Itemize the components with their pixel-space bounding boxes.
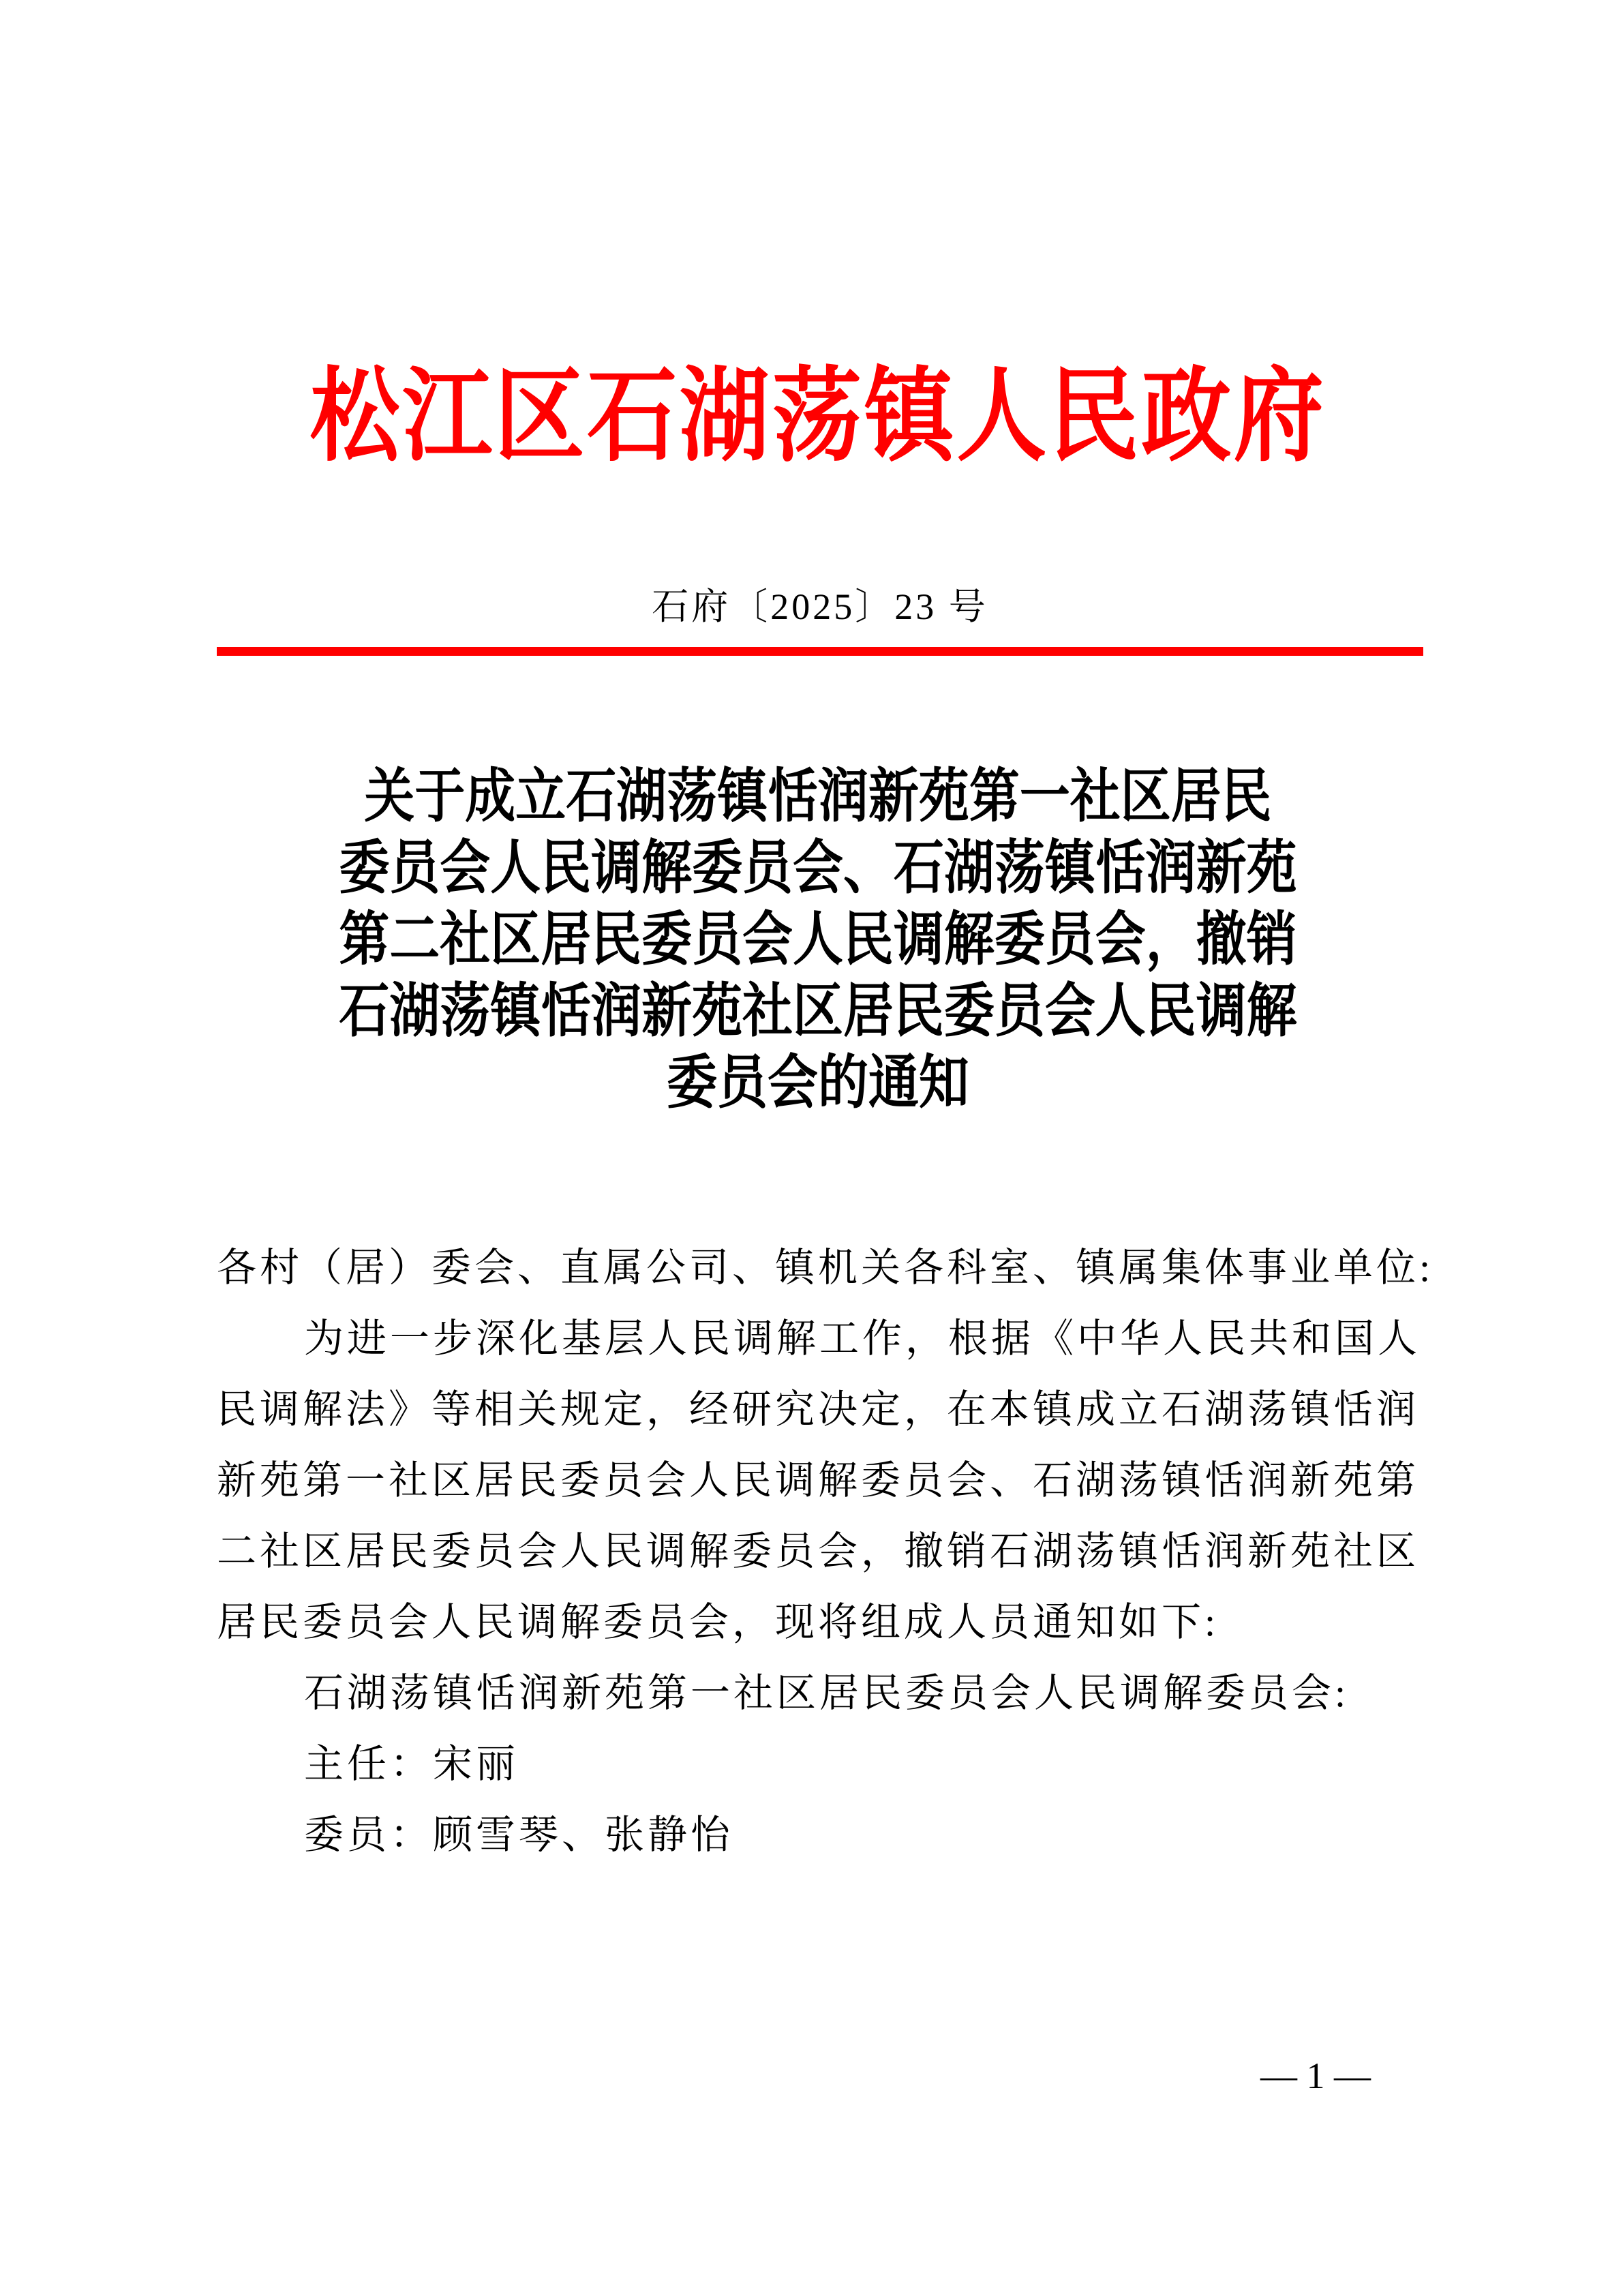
page-number: — 1 —: [1260, 2055, 1371, 2096]
notice-title: [225, 760, 1411, 1118]
notice-title-line: 委员会的通知: [667, 1048, 969, 1117]
paragraph-line: 新苑第一社区居民委员会人民调解委员会、石湖荡镇恬润新苑第: [217, 1458, 1420, 1502]
notice-title-line: 第二社区居民委员会人民调解委员会，撤销: [339, 905, 1297, 973]
notice-title-line: 委员会人民调解委员会、石湖荡镇恬润新苑: [339, 833, 1297, 902]
notice-title-line: 石湖荡镇恬润新苑社区居民委员会人民调解: [339, 976, 1297, 1045]
issuing-authority-title: 松江区石湖荡镇人民政府: [309, 356, 1326, 476]
paragraph-line: 二社区居民委员会人民调解委员会，撤销石湖荡镇恬润新苑社区: [217, 1529, 1420, 1573]
notice-body: [217, 1233, 1434, 1871]
committee-members: 委员：顾雪琴、张静怡: [304, 1813, 734, 1857]
committee-heading: 石湖荡镇恬润新苑第一社区居民委员会人民调解委员会:: [304, 1671, 1350, 1715]
committee-director: 主任：宋丽: [304, 1742, 519, 1786]
red-divider-line: [217, 647, 1423, 656]
paragraph-line: 为进一步深化基层人民调解工作，根据《中华人民共和国人: [304, 1316, 1421, 1361]
paragraph-line: 居民委员会人民调解委员会，现将组成人员通知如下:: [217, 1600, 1219, 1644]
document-number: 石府〔2025〕23 号: [652, 586, 988, 627]
salutation: 各村（居）委会、直属公司、镇机关各科室、镇属集体事业单位:: [217, 1245, 1434, 1290]
paragraph-line: 民调解法》等相关规定，经研究决定，在本镇成立石湖荡镇恬润: [217, 1387, 1420, 1432]
notice-title-line: 关于成立石湖荡镇恬润新苑第一社区居民: [364, 761, 1272, 830]
